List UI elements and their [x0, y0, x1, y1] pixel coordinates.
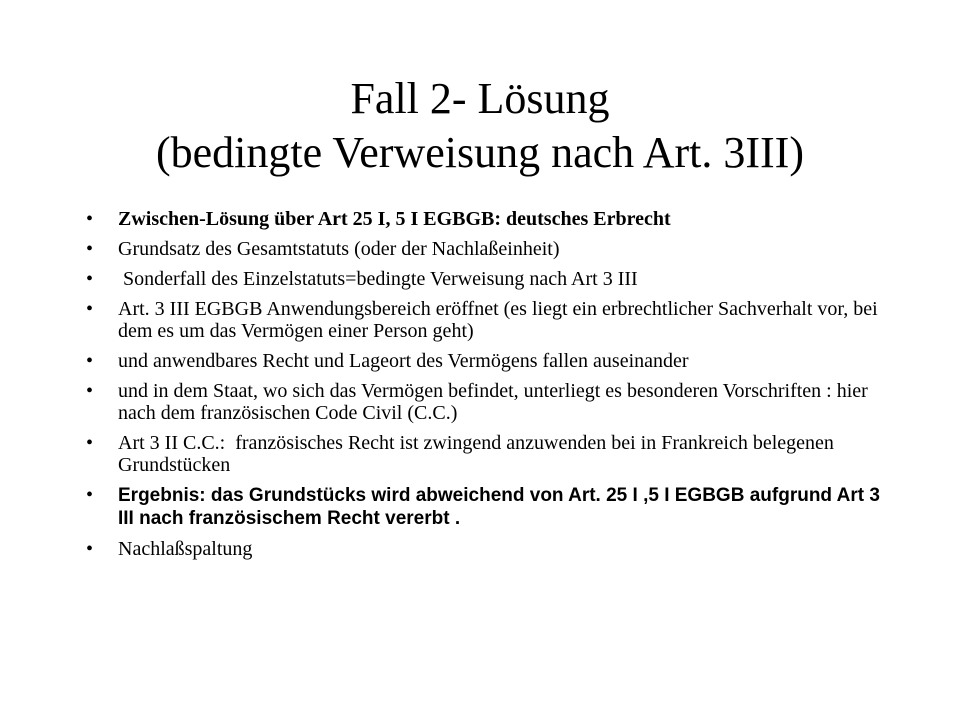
bullet-dot: •: [86, 538, 94, 560]
bullet-item: [86, 238, 898, 260]
bullet-item: [86, 432, 898, 476]
bullet-item: [86, 380, 898, 424]
bullet-text: Ergebnis: das Grundstücks wird abweichend von Art. 25 I ,5 I EGBGB aufgrund Art 3 III nach französischem Recht vererbt .: [118, 485, 880, 529]
bullet-dot: •: [86, 380, 94, 402]
bullet-item: [86, 350, 898, 372]
bullet-dot: •: [86, 484, 94, 506]
bullet-text: Zwischen-Lösung über Art 25 I, 5 I EGBGB: deutsches Erbrecht: [118, 208, 671, 230]
bullet-text: Art 3 II C.C.: französisches Recht ist zwingend anzuwenden bei in Frankreich belegenen Grundstücken: [118, 432, 839, 476]
bullet-text: Nachlaßspaltung: [118, 538, 253, 560]
bullet-text: Grundsatz des Gesamtstatuts (oder der Nachlaßeinheit): [118, 238, 560, 260]
bullet-text: und in dem Staat, wo sich das Vermögen befindet, unterliegt es besonderen Vorschriften : hier nach dem französischen Code Civil (C.C.): [118, 380, 868, 424]
bullet-item: [86, 484, 898, 530]
bullet-dot: •: [86, 268, 94, 290]
bullet-text: Sonderfall des Einzelstatuts=bedingte Verweisung nach Art 3 III: [118, 268, 638, 290]
bullet-item: [86, 268, 898, 290]
bullet-item: [86, 538, 898, 560]
bullet-dot: •: [86, 238, 94, 260]
bullet-dot: •: [86, 350, 94, 372]
bullet-item: [86, 208, 898, 230]
bullet-list: [86, 208, 898, 568]
bullet-dot: •: [86, 298, 94, 320]
bullet-dot: •: [86, 208, 94, 230]
bullet-text: Art. 3 III EGBGB Anwendungsbereich eröffnet (es liegt ein erbrechtlicher Sachverhalt vor, bei dem es um das Vermögen einer Person geht): [118, 298, 878, 342]
title-line-2: (bedingte Verweisung nach Art. 3III): [156, 128, 804, 177]
bullet-text: und anwendbares Recht und Lageort des Vermögens fallen auseinander: [118, 350, 689, 372]
bullet-dot: •: [86, 432, 94, 454]
bullet-item: [86, 298, 898, 342]
slide-title: [60, 72, 900, 180]
title-line-1: Fall 2- Lösung: [350, 74, 610, 123]
